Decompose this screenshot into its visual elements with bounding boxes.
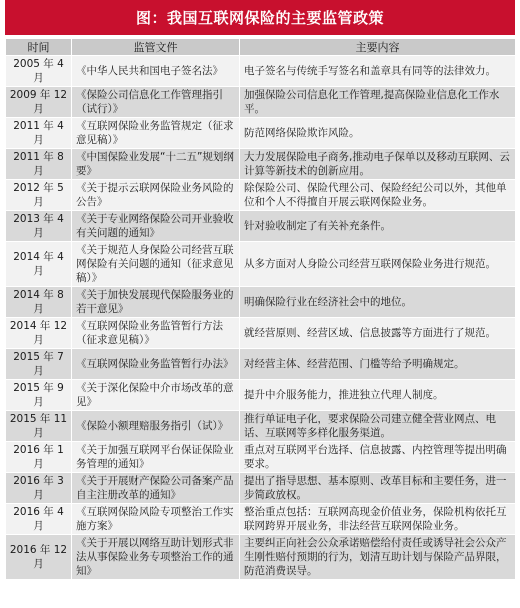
row-content: 整治重点包括：互联网高现金价值业务，保险机构依托互联网跨界开展业务，非法经营互联网保险业务。 xyxy=(240,504,516,535)
row-content: 明确保险行业在经济社会中的地位。 xyxy=(240,287,516,318)
row-time: 2013 年 4 月 xyxy=(6,211,72,242)
row-time: 2016 年 3 月 xyxy=(6,473,72,504)
row-time: 2011 年 8 月 xyxy=(6,149,72,180)
row-time: 2014 年 4 月 xyxy=(6,242,72,287)
table-row xyxy=(6,318,516,349)
row-time: 2014 年 8 月 xyxy=(6,287,72,318)
row-time: 2014 年 12 月 xyxy=(6,318,72,349)
row-time: 2016 年 4 月 xyxy=(6,504,72,535)
row-doc: 《关于深化保险中介市场改革的意见》 xyxy=(72,380,240,411)
header-time: 时间 xyxy=(6,39,72,56)
row-content: 加强保险公司信息化工作管理,提高保险业信息化工作水平。 xyxy=(240,87,516,118)
row-content: 防范网络保险欺诈风险。 xyxy=(240,118,516,149)
row-content: 从多方面对人身险公司经营互联网保险业务进行规范。 xyxy=(240,242,516,287)
row-doc: 《互联网保险业务监管暂行办法》 xyxy=(72,349,240,380)
row-time: 2015 年 11 月 xyxy=(6,411,72,442)
row-content: 针对验收制定了有关补充条件。 xyxy=(240,211,516,242)
table-row xyxy=(6,411,516,442)
row-content: 提升中介服务能力，推进独立代理人制度。 xyxy=(240,380,516,411)
table-row xyxy=(6,442,516,473)
page-title: 图：我国互联网保险的主要监管政策 xyxy=(135,9,384,27)
row-content: 对经营主体、经营范围、门槛等给予明确规定。 xyxy=(240,349,516,380)
row-time: 2011 年 4 月 xyxy=(6,118,72,149)
row-time: 2009 年 12 月 xyxy=(6,87,72,118)
row-content: 除保险公司、保险代理公司、保险经纪公司以外，其他单位和个人不得擅自开展云联网保险业务。 xyxy=(240,180,516,211)
row-time: 2015 年 9 月 xyxy=(6,380,72,411)
header-doc: 监管文件 xyxy=(72,39,240,56)
table-row xyxy=(6,118,516,149)
row-doc: 《保险小额理赔服务指引（试）》 xyxy=(72,411,240,442)
row-doc: 《互联网保险风险专项整治工作实施方案》 xyxy=(72,504,240,535)
row-doc: 《中国保险业发展“十二五”规划纲要》 xyxy=(72,149,240,180)
table-row xyxy=(6,211,516,242)
row-time: 2016 年 1 月 xyxy=(6,442,72,473)
row-doc: 《关于开展以网络互助计划形式非法从事保险业务专项整治工作的通知》 xyxy=(72,535,240,580)
row-content: 推行单证电子化，要求保险公司建立健全营业网点、电话、互联网等多样化服务渠道。 xyxy=(240,411,516,442)
table-header-row xyxy=(6,39,516,56)
table-row xyxy=(6,56,516,87)
row-doc: 《关于加快发展现代保险服务业的若干意见》 xyxy=(72,287,240,318)
row-doc: 《中华人民共和国电子签名法》 xyxy=(72,56,240,87)
table-row xyxy=(6,349,516,380)
row-content: 主要纠正向社会公众承诺赔偿给付责任或诱导社会公众产生刚性赔付预期的行为，划清互助计划与保险产品界限，防范消费误导。 xyxy=(240,535,516,580)
table-row xyxy=(6,180,516,211)
table-body xyxy=(6,56,516,580)
row-doc: 《互联网保险业务监管暂行方法（征求意见稿）》 xyxy=(72,318,240,349)
row-doc: 《关于开展财产保险公司备案产品自主注册改革的通知》 xyxy=(72,473,240,504)
table-row xyxy=(6,504,516,535)
table-row xyxy=(6,535,516,580)
row-doc: 《关于加强互联网平台保证保险业务管理的通知》 xyxy=(72,442,240,473)
row-time: 2016 年 12 月 xyxy=(6,535,72,580)
table-row xyxy=(6,149,516,180)
row-content: 大力发展保险电子商务,推动电子保单以及移动互联网、云计算等新技术的创新应用。 xyxy=(240,149,516,180)
row-content: 提出了指导思想、基本原则、改革目标和主要任务，进一步简政放权。 xyxy=(240,473,516,504)
row-time: 2015 年 7 月 xyxy=(6,349,72,380)
title-bar xyxy=(5,0,515,35)
table-row xyxy=(6,242,516,287)
header-content: 主要内容 xyxy=(240,39,516,56)
table-row xyxy=(6,473,516,504)
row-doc: 《保险公司信息化工作管理指引（试行）》 xyxy=(72,87,240,118)
row-content: 电子签名与传统手写签名和盖章具有同等的法律效力。 xyxy=(240,56,516,87)
table-row xyxy=(6,287,516,318)
row-content: 就经营原则、经营区域、信息披露等方面进行了规范。 xyxy=(240,318,516,349)
row-time: 2005 年 4 月 xyxy=(6,56,72,87)
table-row xyxy=(6,87,516,118)
row-doc: 《关于提示云联网保险业务风险的公告》 xyxy=(72,180,240,211)
row-doc: 《互联网保险业务监管规定（征求意见稿）》 xyxy=(72,118,240,149)
row-time: 2012 年 5 月 xyxy=(6,180,72,211)
table-row xyxy=(6,380,516,411)
policy-table xyxy=(5,38,516,580)
row-doc: 《关于规范人身保险公司经营互联网保险有关问题的通知（征求意见稿）》 xyxy=(72,242,240,287)
row-content: 重点对互联网平台选择、信息披露、内控管理等提出明确要求。 xyxy=(240,442,516,473)
row-doc: 《关于专业网络保险公司开业验收有关问题的通知》 xyxy=(72,211,240,242)
